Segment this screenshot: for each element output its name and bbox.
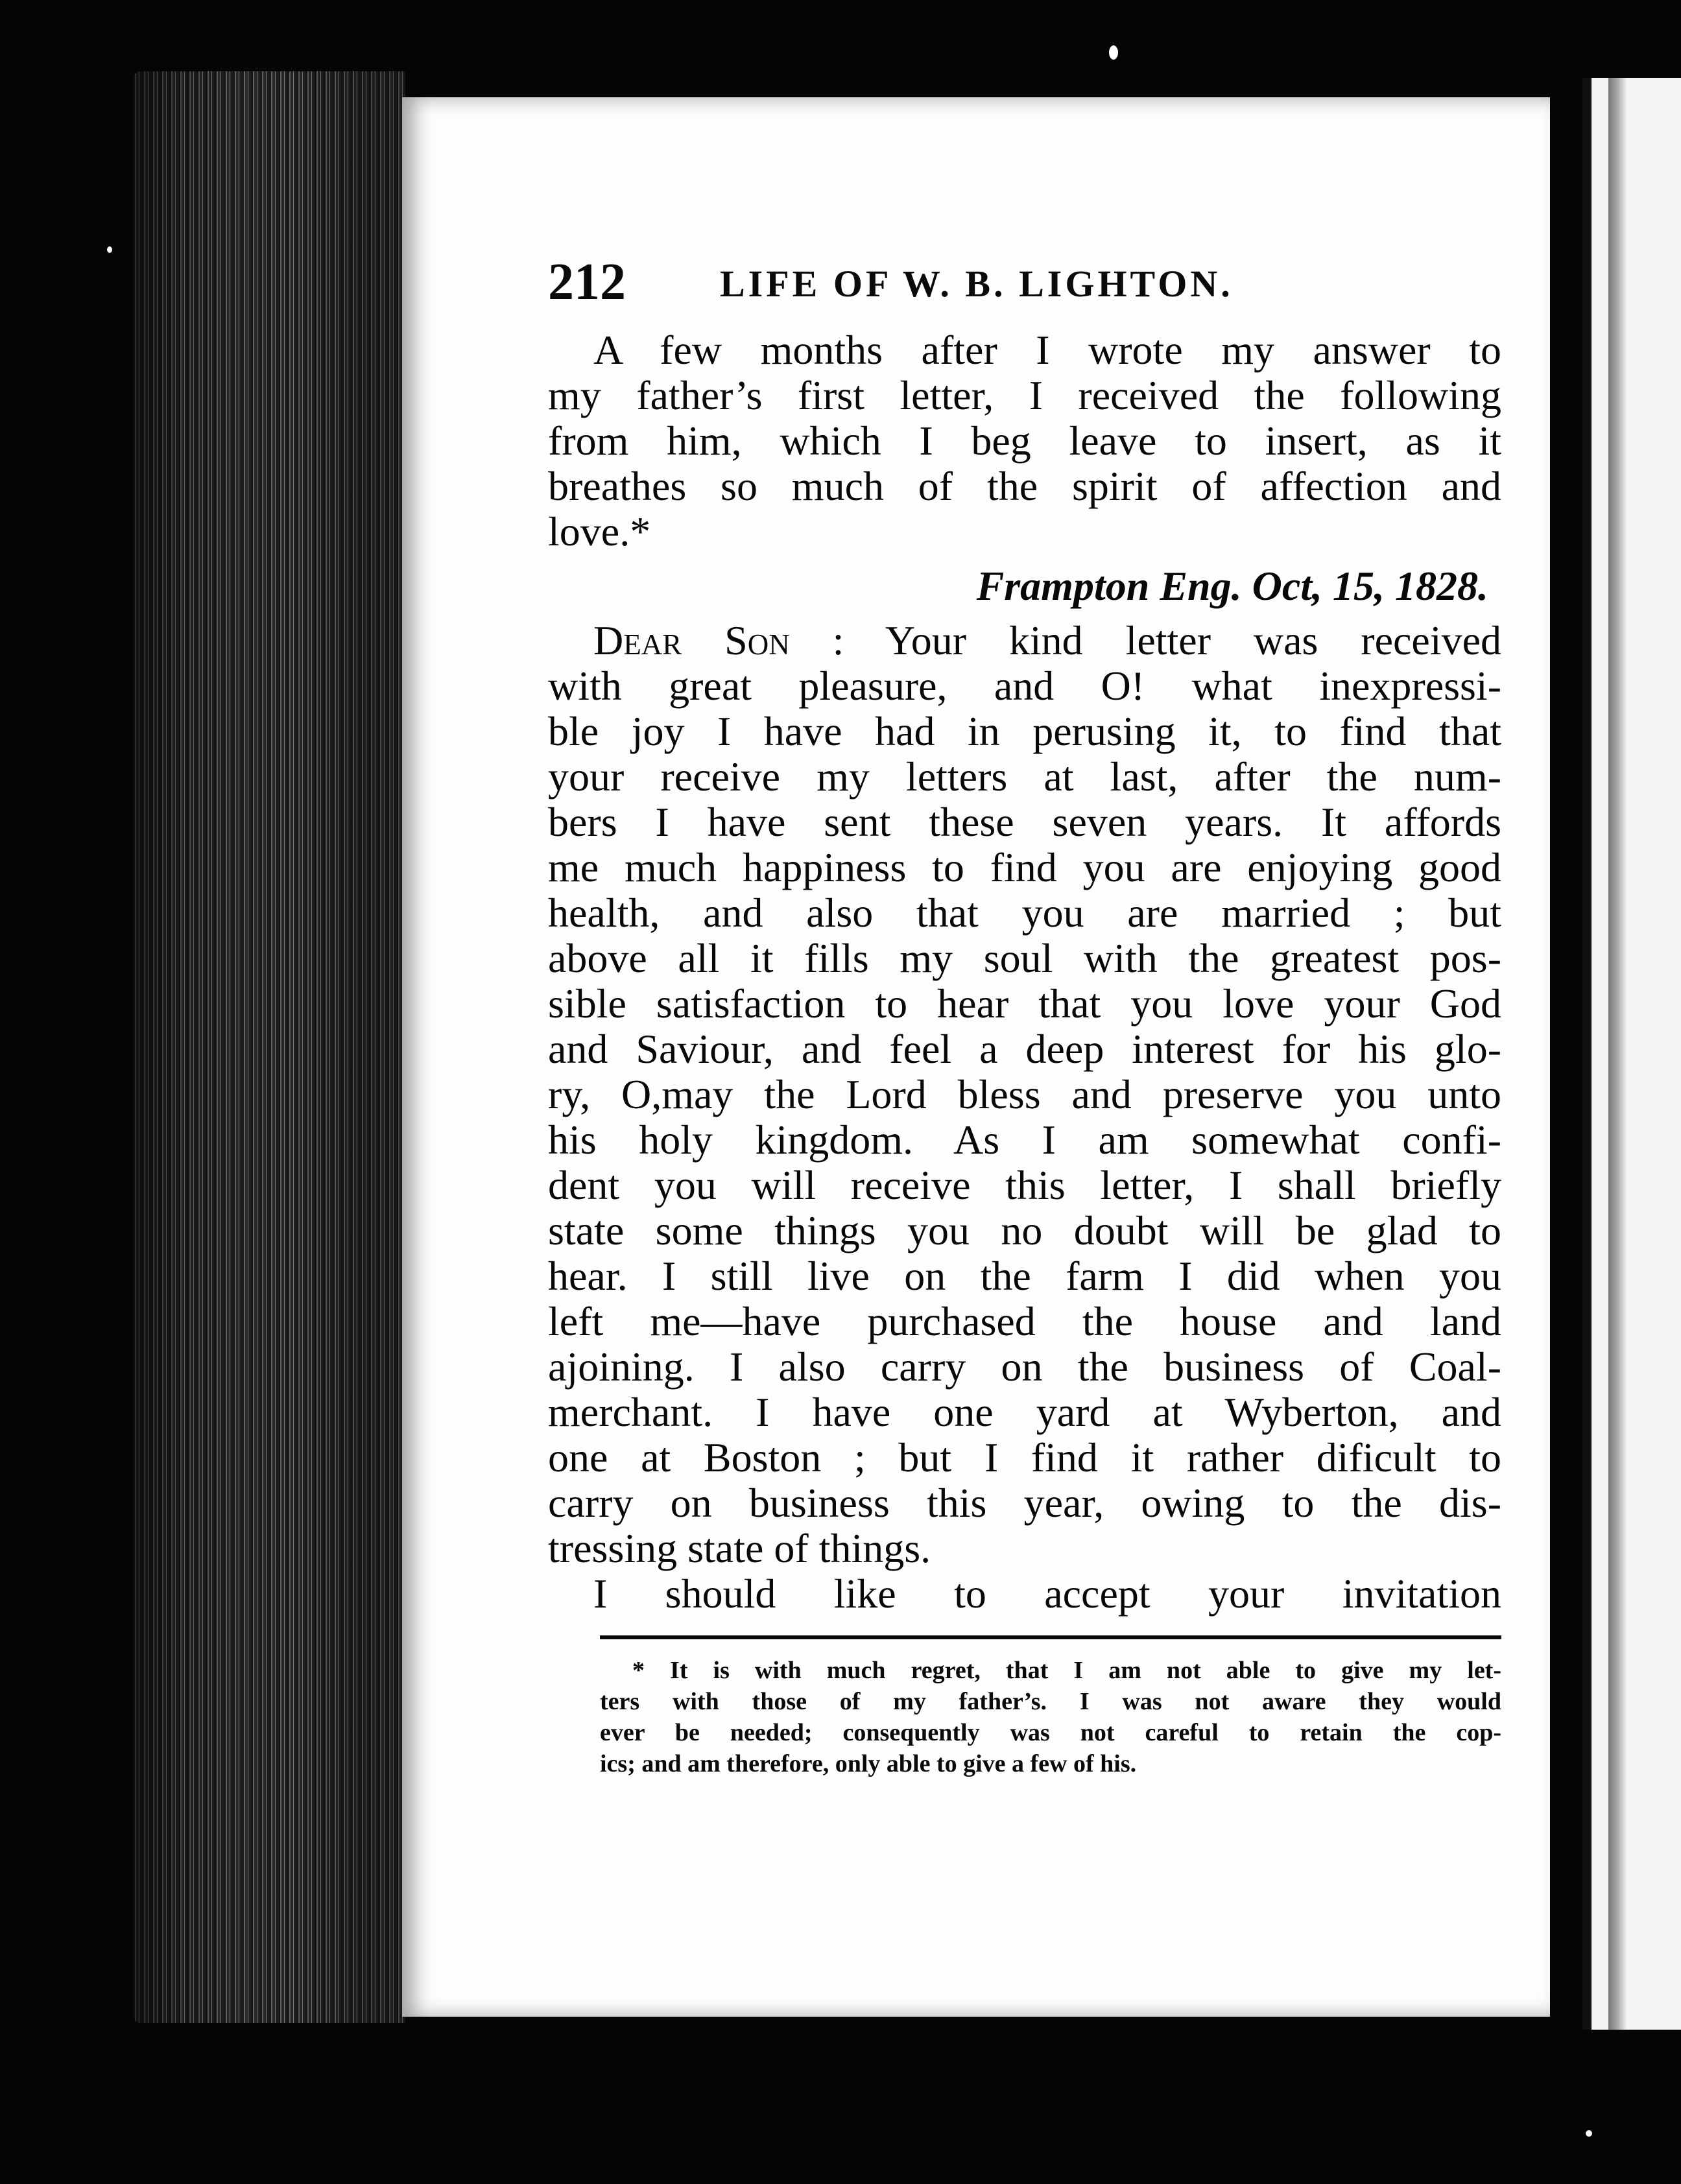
letter-opening-text: Your kind letter was received [885, 617, 1502, 663]
body-text [548, 327, 1501, 1617]
footnote-line: ters with those of my father’s. I was not aware they would [600, 1688, 1501, 1715]
text-line: health, and also that you are married ; but [548, 890, 1501, 936]
letter-salutation: Dear Son : [593, 617, 844, 663]
text-line: and Saviour, and feel a deep interest for his glo- [548, 1026, 1501, 1072]
running-title: LIFE OF W. B. LIGHTON. [720, 263, 1234, 305]
text-line: ble joy I have had in perusing it, to find that [548, 708, 1501, 754]
text-line: love.* [548, 508, 651, 554]
text-line: I should like to accept your invitation [593, 1571, 1501, 1617]
text-line: dent you will receive this letter, I shall briefly [548, 1162, 1501, 1208]
text-line: with great pleasure, and O! what inexpressi- [548, 663, 1501, 709]
text-line: bers I have sent these seven years. It affords [548, 799, 1501, 845]
footnote [600, 1655, 1501, 1779]
running-head [548, 246, 1488, 318]
text-line: his holy kingdom. As I am somewhat confi- [548, 1117, 1501, 1163]
text-line: left me—have purchased the house and land [548, 1298, 1501, 1344]
text-line: my father’s first letter, I received the following [548, 372, 1501, 418]
scan-speck [1586, 2130, 1592, 2137]
text-line: A few months after I wrote my answer to [593, 327, 1501, 373]
text-line: me much happiness to find you are enjoying good [548, 844, 1501, 890]
scan-speck [1109, 45, 1118, 60]
footnote-line: * It is with much regret, that I am not able to give my let- [632, 1657, 1501, 1684]
text-line: state some things you no doubt will be glad to [548, 1207, 1501, 1253]
text-line: ry, O,may the Lord bless and preserve you unto [548, 1071, 1501, 1117]
text-line: tressing state of things. [548, 1525, 931, 1571]
gutter-fold [1608, 78, 1627, 2030]
page-number: 212 [548, 254, 626, 311]
footnote-rule [600, 1635, 1501, 1639]
text-line: breathes so much of the spirit of affection and [548, 463, 1501, 509]
text-line: merchant. I have one yard at Wyberton, and [548, 1389, 1501, 1435]
letter-opening-line [548, 618, 1501, 663]
letter-dateline: Frampton Eng. Oct, 15, 1828. [976, 563, 1488, 609]
text-line: hear. I still live on the farm I did when you [548, 1253, 1501, 1299]
footnote-line: ics; and am therefore, only able to give a few of his. [600, 1750, 1137, 1777]
text-line: sible satisfaction to hear that you love your God [548, 980, 1501, 1027]
text-line: above all it fills my soul with the greatest pos- [548, 935, 1501, 981]
page-edges-shadow [133, 71, 405, 2023]
text-line: from him, which I beg leave to insert, as it [548, 418, 1501, 464]
footnote-line: ever be needed; consequently was not careful to retain the cop- [600, 1719, 1501, 1746]
adjacent-page-edge [1582, 78, 1681, 2030]
text-line: carry on business this year, owing to the dis- [548, 1480, 1501, 1526]
text-line: ajoining. I also carry on the business of Coal- [548, 1344, 1501, 1390]
text-line: your receive my letters at last, after the num- [548, 754, 1501, 800]
scan-speck [107, 246, 112, 253]
text-line: one at Boston ; but I find it rather dificult to [548, 1434, 1501, 1480]
